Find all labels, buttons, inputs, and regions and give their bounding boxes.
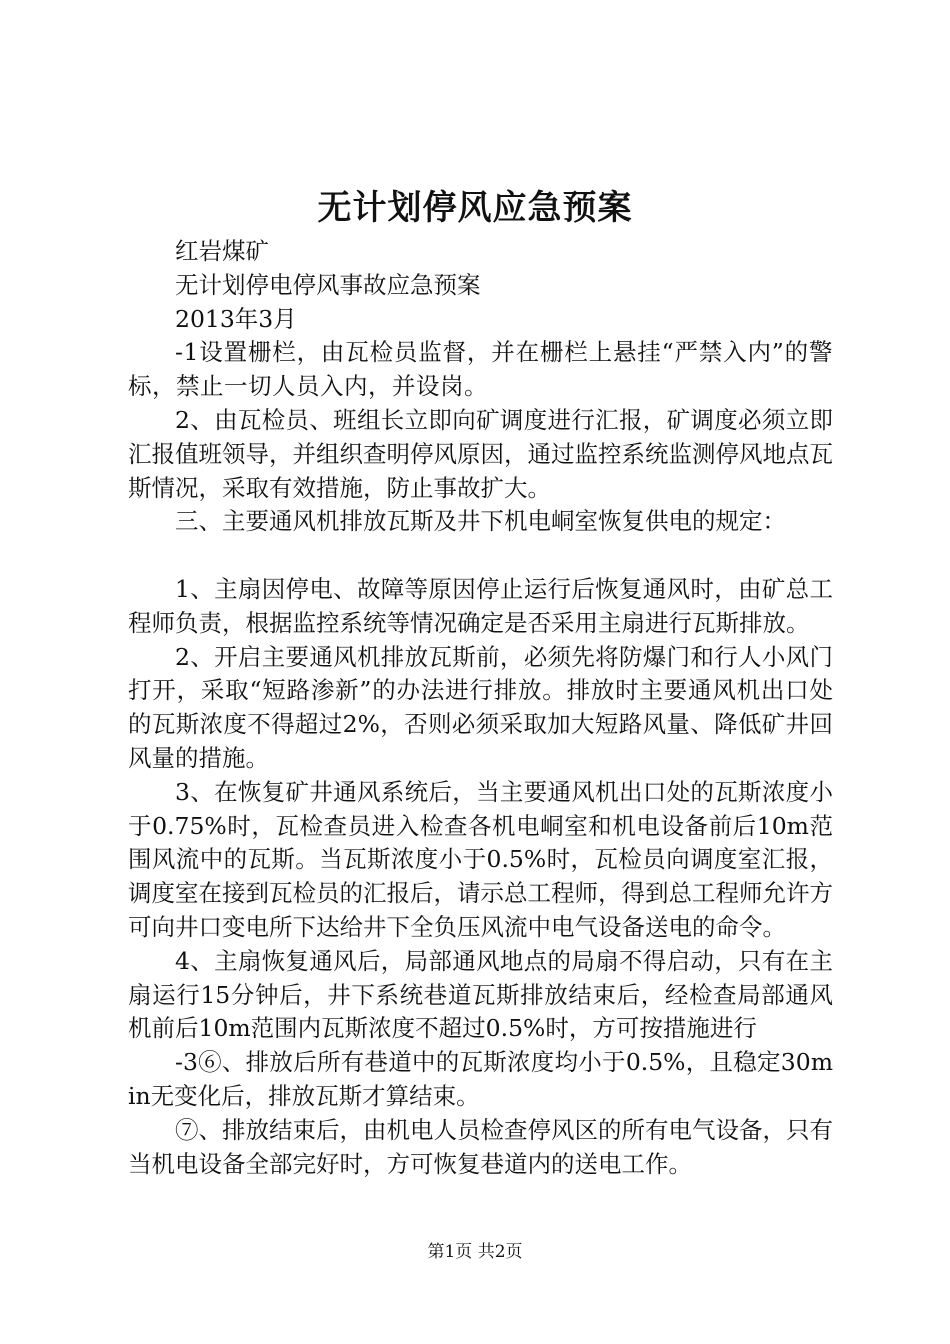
paragraph-report: 2、由瓦检员、班组长立即向矿调度进行汇报，矿调度必须立即汇报值班领导，并组织查明停风原因，通过监控系统监测停风地点瓦斯情况，采取有效措施，防止事故扩大。 [128,405,833,502]
paragraph-item-2: 2、开启主要通风机排放瓦斯前，必须先将防爆门和行人小风门打开，采取“短路渗新”的办法进行排放。排放时主要通风机出口处的瓦斯浓度不得超过2%，否则必须采取加大短路风量、降低矿井回风量的措施。 [128,642,833,772]
paragraph-fence: -1设置栅栏，由瓦检员监督，并在栅栏上悬挂“严禁入内”的警标，禁止一切人员入内，并设岗。 [128,338,833,401]
blank-line [128,539,833,573]
paragraph-item-6: -3⑥、排放后所有巷道中的瓦斯浓度均小于0.5%，且稳定30min无变化后，排放瓦斯才算结束。 [128,1048,833,1110]
paragraph-subtitle: 无计划停电停风事故应急预案 [175,270,481,299]
section-heading-3: 三、主要通风机排放瓦斯及井下机电峒室恢复供电的规定： [175,507,786,536]
paragraph-item-3: 3、在恢复矿井通风系统后，当主要通风机出口处的瓦斯浓度小于0.75%时，瓦检查员进入检查各机电峒室和机电设备前后10m范围风流中的瓦斯。当瓦斯浓度小于0.5%时，瓦检员向调度室汇报，调度室在接到瓦检员的汇报后，请示总工程师，得到总工程师允许方可向井口变电所下达给井下全负压风流中电气设备送电的命令。 [128,777,833,941]
paragraph-date: 2013年3月 [175,304,297,333]
paragraph-item-7: ⑦、排放结束后，由机电人员检查停风区的所有电气设备，只有当机电设备全部完好时，方可恢复巷道内的送电工作。 [128,1115,833,1178]
document-body [128,235,833,1181]
paragraph-item-1: 1、主扇因停电、故障等原因停止运行后恢复通风时，由矿总工程师负责，根据监控系统等情况确定是否采用主扇进行瓦斯排放。 [128,574,833,637]
paragraph-item-4: 4、主扇恢复通风后，局部通风地点的局扇不得启动，只有在主扇运行15分钟后，井下系统巷道瓦斯排放结束后，经检查局部通风机前后10m范围内瓦斯浓度不超过0.5%时，方可按措施进行 [128,946,833,1043]
page-footer: 第1页 共2页 [427,1242,523,1262]
paragraph-org: 红岩煤矿 [175,237,269,265]
document-title: 无计划停风应急预案 [317,188,633,228]
